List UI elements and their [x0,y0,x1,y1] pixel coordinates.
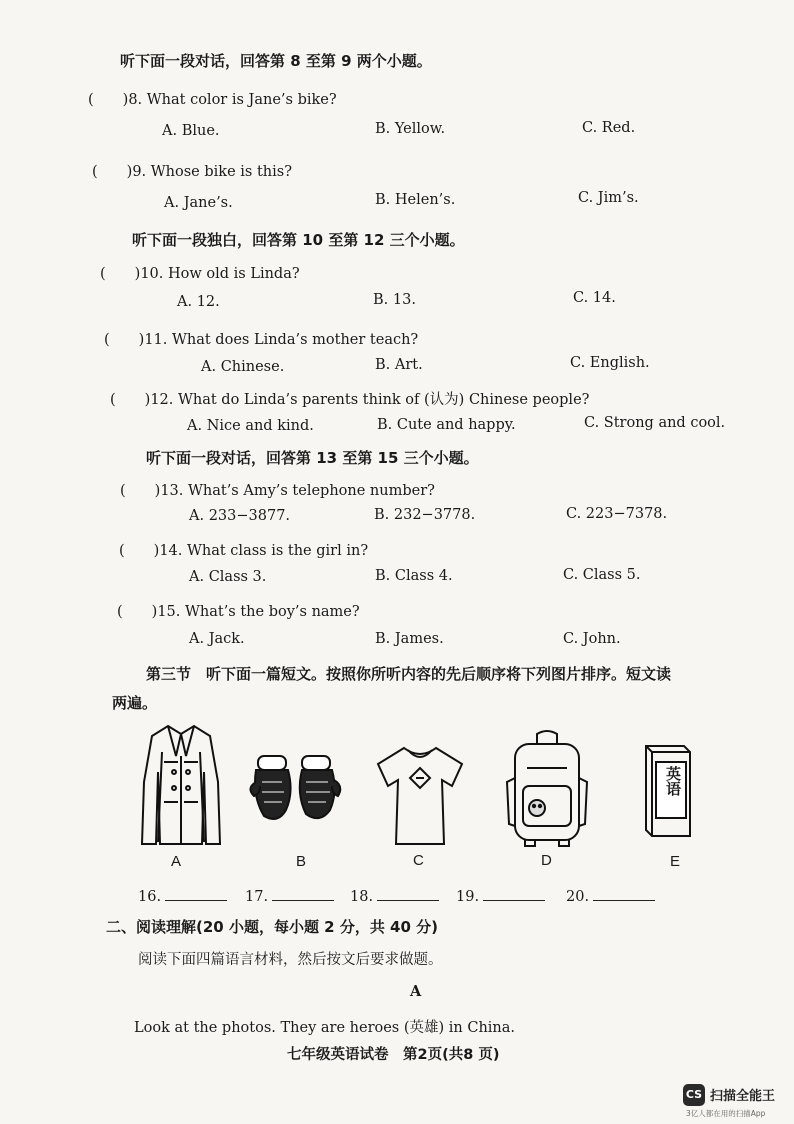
question-12: ( )12. What do Linda’s parents think of (认为) Chinese people? [110,392,590,408]
camscanner-brand: 扫描全能王 [710,1089,776,1104]
blank-number-20: 20. [566,889,590,905]
answer-blank-16 [138,886,227,905]
q10-option-b: B. 13. [373,292,416,308]
q8-option-c: C. Red. [582,120,636,136]
q13-option-c: C. 223−7378. [566,506,668,522]
section3-instruction-line2: 两遍。 [112,694,158,712]
q11-option-c: C. English. [570,355,650,371]
question-8: ( )8. What color is Jane’s bike? [88,92,337,108]
q9-option-a: A. Jane’s. [164,195,233,211]
q9-option-c: C. Jim’s. [578,190,639,206]
q13-option-b: B. 232−3778. [374,507,476,523]
mittens-icon [248,752,344,824]
q12-option-a: A. Nice and kind. [187,418,314,434]
picture-label-c: C [413,852,424,869]
q12-option-c: C. Strong and cool. [584,415,726,431]
q14-option-a: A. Class 3. [189,569,267,585]
q15-option-a: A. Jack. [189,631,245,647]
answer-line-20[interactable] [593,886,655,901]
question-10: ( )10. How old is Linda? [100,266,300,282]
blank-number-17: 17. [245,889,269,905]
q8-option-a: A. Blue. [162,123,220,139]
section-intro-8-9: 听下面一段对话，回答第 8 至第 9 两个小题。 [120,52,432,70]
camscanner-tagline: 3亿人都在用的扫描App [686,1109,766,1118]
reading-part-label: A [410,983,422,1000]
question-11: ( )11. What does Linda’s mother teach? [104,332,419,348]
blank-number-19: 19. [456,889,480,905]
question-14: ( )14. What class is the girl in? [119,543,369,559]
answer-blank-17 [245,886,334,905]
q11-option-b: B. Art. [375,357,423,373]
answer-line-16[interactable] [165,886,227,901]
q14-option-c: C. Class 5. [563,567,641,583]
coat-icon [138,722,224,847]
q15-option-b: B. James. [375,631,444,647]
question-9: ( )9. Whose bike is this? [92,164,292,180]
answer-line-18[interactable] [377,886,439,901]
q10-option-c: C. 14. [573,290,616,306]
camscanner-logo-icon: CS [683,1084,705,1106]
section-intro-13-15: 听下面一段对话，回答第 13 至第 15 三个小题。 [146,449,479,467]
blank-number-16: 16. [138,889,162,905]
blank-number-18: 18. [350,889,374,905]
picture-label-d: D [541,852,552,869]
q12-option-b: B. Cute and happy. [377,417,516,433]
q13-option-a: A. 233−3877. [189,508,291,524]
answer-line-19[interactable] [483,886,545,901]
question-15: ( )15. What’s the boy’s name? [117,604,360,620]
q10-option-a: A. 12. [177,294,220,310]
section3-instruction-line1: 第三节 听下面一篇短文。按照你所听内容的先后顺序将下列图片排序。短文读 [146,665,672,683]
tshirt-icon [374,742,466,848]
backpack-icon [505,728,589,848]
q14-option-b: B. Class 4. [375,568,453,584]
book-title: 英语 [664,766,682,796]
question-13: ( )13. What’s Amy’s telephone number? [120,483,435,499]
page-footer: 七年级英语试卷 第2页(共8 页) [287,1047,500,1063]
answer-blank-18 [350,886,439,905]
reading-first-line: Look at the photos. They are heroes (英雄) in China. [134,1020,516,1036]
reading-section-header: 二、阅读理解(20 小题，每小题 2 分，共 40 分) [106,918,439,936]
reading-instruction: 阅读下面四篇语言材料，然后按文后要求做题。 [138,952,443,968]
answer-line-17[interactable] [272,886,334,901]
q15-option-c: C. John. [563,631,621,647]
section-intro-10-12: 听下面一段独白，回答第 10 至第 12 三个小题。 [132,231,465,249]
picture-label-e: E [670,853,681,870]
answer-blank-20 [566,886,655,905]
answer-blank-19 [456,886,545,905]
picture-label-a: A [171,853,182,870]
picture-label-b: B [296,853,307,870]
q9-option-b: B. Helen’s. [375,192,456,208]
q11-option-a: A. Chinese. [201,359,285,375]
q8-option-b: B. Yellow. [375,121,446,137]
